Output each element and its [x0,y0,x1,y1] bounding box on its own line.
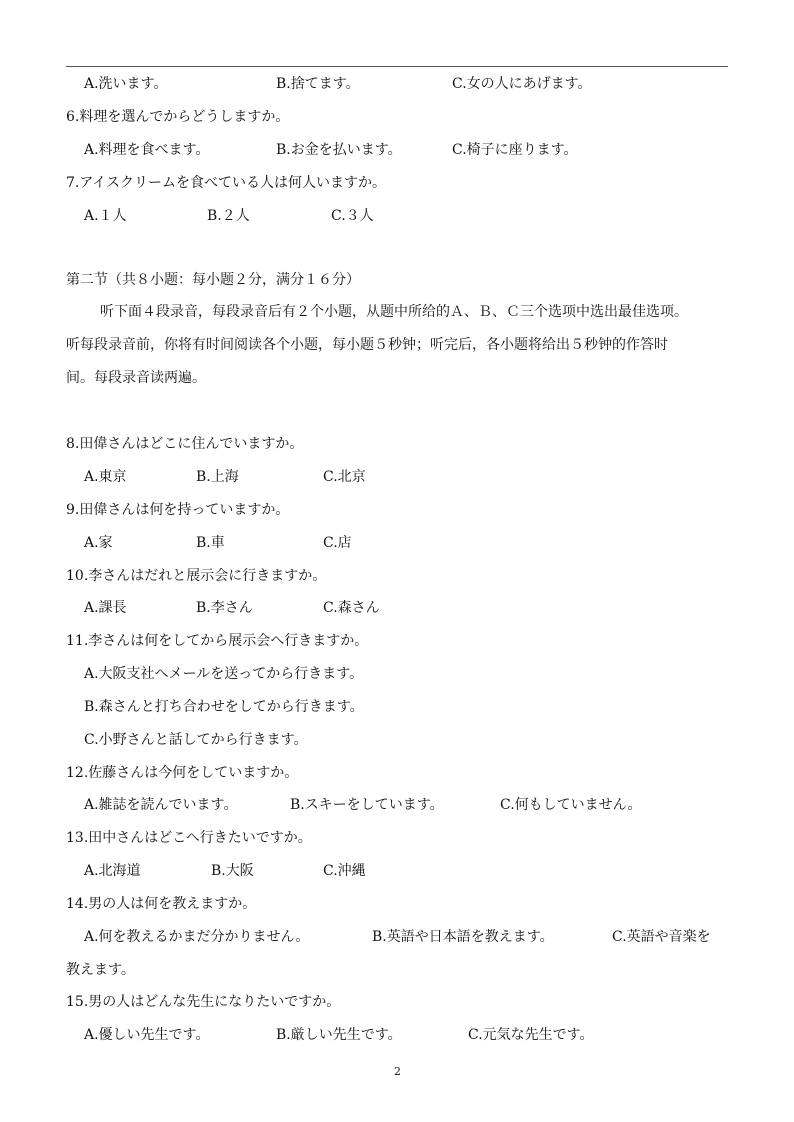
q6-option-a: A.料理を食べます。 [84,142,210,158]
q8-option-b: B.上海 [196,469,239,485]
q8-option-a: A.東京 [84,469,127,485]
q12-option-b: B.スキーをしています。 [290,797,444,813]
q7-option-a: A.１人 [84,208,127,224]
q6-option-c: C.椅子に座ります。 [452,142,578,158]
section-heading: 第二节（共８小题：每小题２分，满分１６分） [66,272,360,288]
q11-option-a: A.大阪支社へメールを送ってから行きます。 [84,666,364,682]
q13-option-c: C.沖縄 [323,863,366,879]
question-9: 9.田偉さんは何を持っていますか。 [66,502,290,518]
q15-option-b: B.厳しい先生です。 [276,1027,402,1043]
q9-option-b: B.車 [196,535,225,551]
q11-option-b: B.森さんと打ち合わせをしてから行きます。 [84,699,364,715]
q6-option-b: B.お金を払います。 [276,142,402,158]
q7-option-c: C.３人 [331,208,374,224]
question-13: 13.田中さんはどこへ行きたいですか。 [66,830,312,846]
question-12: 12.佐藤さんは今何をしていますか。 [66,765,299,781]
option-c: C.女の人にあげます。 [452,76,592,92]
q12-option-c: C.何もしていません。 [500,797,642,813]
question-15: 15.男の人はどんな先生になりたいですか。 [66,994,341,1010]
option-a: A.洗います。 [84,76,168,92]
instruction-line-1: 听下面４段录音，每段录音后有２个小题，从题中所给的Ａ、Ｂ、Ｃ三个选项中选出最佳选项。 [100,304,688,320]
question-14: 14.男の人は何を教えますか。 [66,896,257,912]
instruction-line-2: 听每段录音前，你将有时间阅读各个小题，每小题５秒钟；听完后，各小题将给出５秒钟的作答时 [66,337,668,353]
q14-option-c-continued: 教えます。 [66,962,135,978]
question-7: 7.アイスクリームを食べている人は何人いますか。 [66,175,386,191]
page-number: 2 [394,1065,401,1078]
q14-option-b: B.英語や日本語を教えます。 [372,929,554,945]
q9-option-c: C.店 [323,535,352,551]
header-rule [66,66,728,67]
q7-option-b: B.２人 [207,208,250,224]
q15-option-c: C.元気な先生です。 [468,1027,594,1043]
question-11: 11.李さんは何をしてから展示会へ行きますか。 [66,633,369,649]
q10-option-c: C.森さん [323,600,380,616]
q10-option-b: B.李さん [196,600,253,616]
q10-option-a: A.課長 [84,600,127,616]
question-10: 10.李さんはだれと展示会に行きますか。 [66,568,327,584]
q13-option-a: A.北海道 [84,863,141,879]
q9-option-a: A.家 [84,535,113,551]
q12-option-a: A.雑誌を読んでいます。 [84,797,238,813]
q14-option-a: A.何を教えるかまだ分かりません。 [84,929,310,945]
q15-option-a: A.優しい先生です。 [84,1027,210,1043]
question-8: 8.田偉さんはどこに住んでいますか。 [66,436,304,452]
q13-option-b: B.大阪 [211,863,254,879]
instruction-line-3: 间。每段录音读两遍。 [66,370,206,386]
q14-option-c: C.英語や音楽を [612,929,711,945]
q11-option-c: C.小野さんと話してから行きます。 [84,732,308,748]
q8-option-c: C.北京 [323,469,366,485]
option-b: B.捨てます。 [276,76,360,92]
question-6: 6.料理を選んでからどうしますか。 [66,109,290,125]
